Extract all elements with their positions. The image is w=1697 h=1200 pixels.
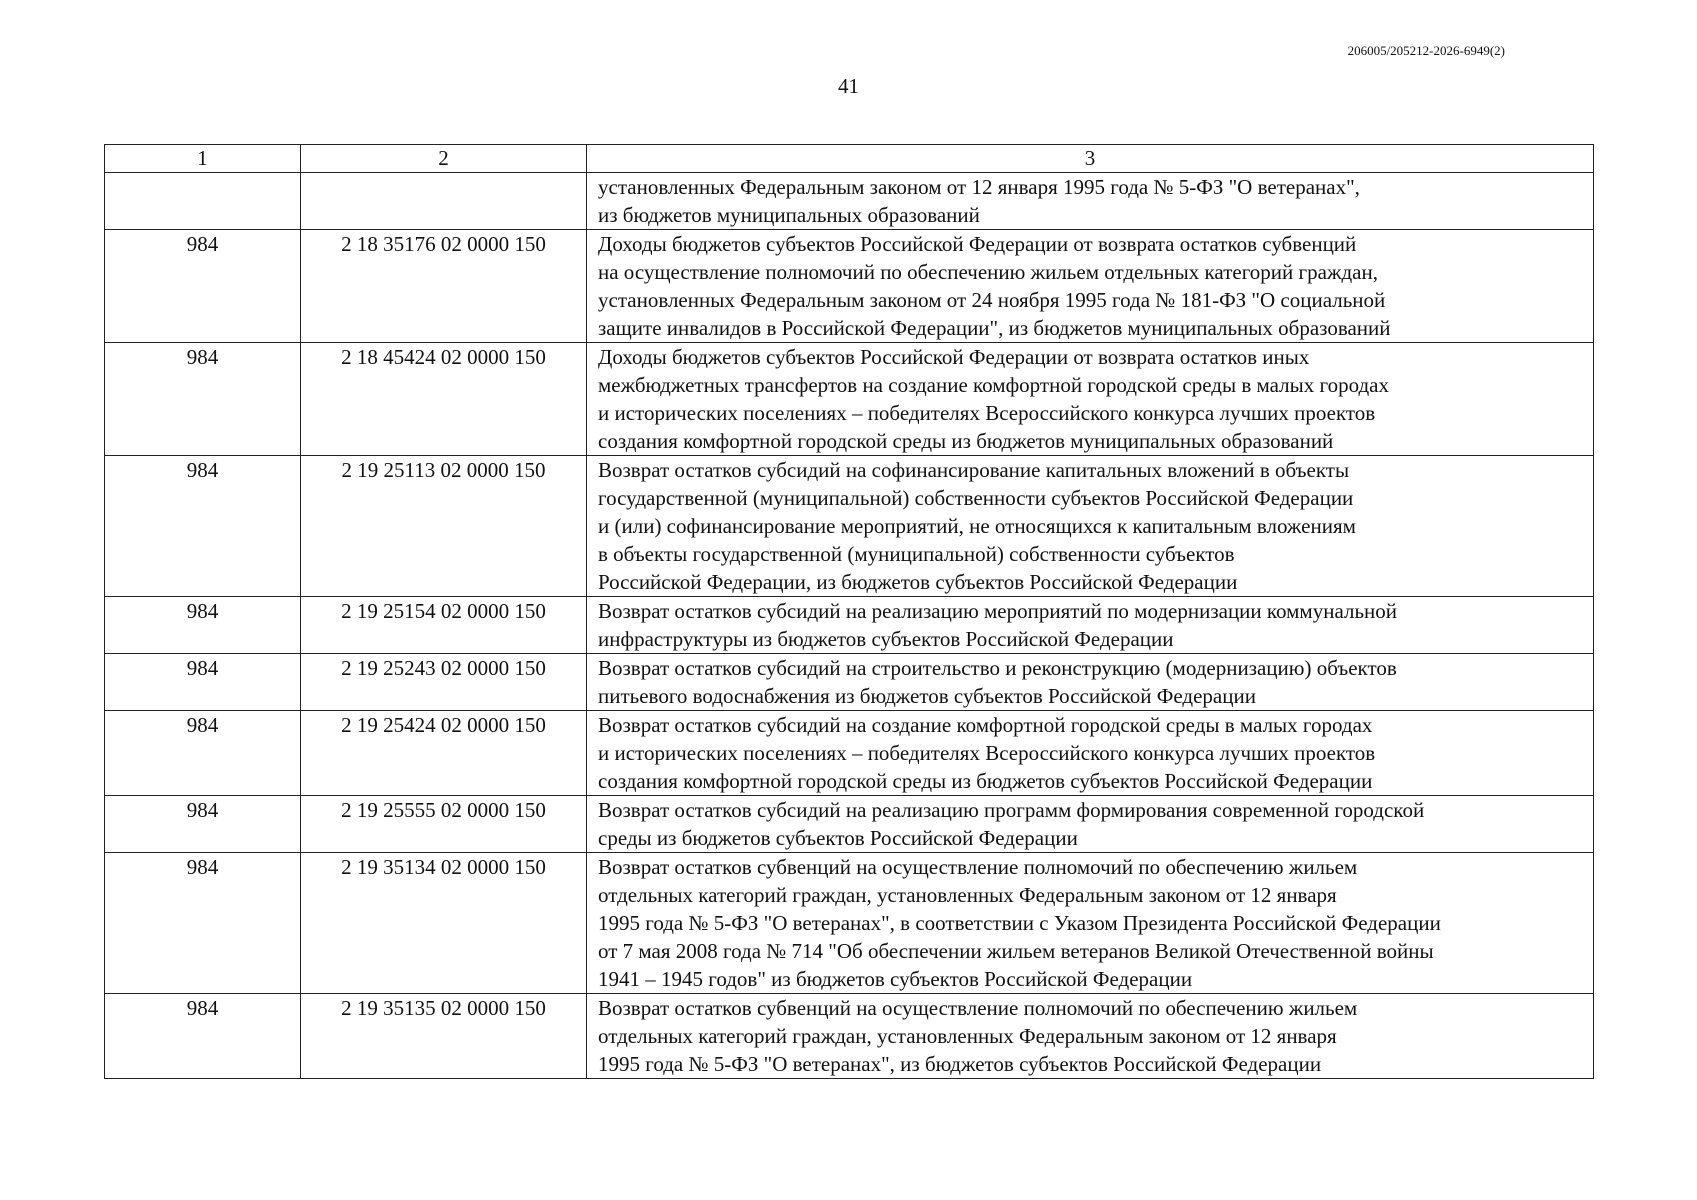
admin-code-cell: 984 [105,456,301,597]
description-cell: Доходы бюджетов субъектов Российской Федерации от возврата остатков субвенций на осуществление полномочий по обеспечению жильем отдельных категорий граждан, установленных Федеральным законом от 24 ноября 1995 года № 181-ФЗ "О социальной защите инвалидов в Российской Федерации", из бюджетов муниципальных образований [587,230,1594,343]
admin-code-cell: 984 [105,654,301,711]
column-header-3: 3 [587,145,1594,173]
budget-codes-table [104,144,1594,1079]
admin-code-cell: 984 [105,853,301,994]
table-row [105,456,1594,597]
admin-code-cell: 984 [105,994,301,1079]
budget-code-cell: 2 19 25424 02 0000 150 [301,711,587,796]
budget-code-cell: 2 19 25154 02 0000 150 [301,597,587,654]
budget-code-cell: 2 19 25243 02 0000 150 [301,654,587,711]
table-row [105,994,1594,1079]
admin-code-cell: 984 [105,711,301,796]
description-cell: Возврат остатков субсидий на реализацию программ формирования современной городской среды из бюджетов субъектов Российской Федерации [587,796,1594,853]
table-row [105,853,1594,994]
document-reference: 206005/205212-2026-6949(2) [1347,43,1505,58]
budget-code-cell: 2 19 35135 02 0000 150 [301,994,587,1079]
table-header-row [105,145,1594,173]
table-row [105,343,1594,456]
table-row [105,230,1594,343]
description-cell: Возврат остатков субсидий на софинансирование капитальных вложений в объекты государственной (муниципальной) собственности субъектов Российской Федерации и (или) софинансирование мероприятий, не относящихся к капитальным вложениям в объекты государственной (муниципальной) собственности субъектов Российской Федерации, из бюджетов субъектов Российской Федерации [587,456,1594,597]
description-cell: Доходы бюджетов субъектов Российской Федерации от возврата остатков иных межбюджетных трансфертов на создание комфортной городской среды в малых городах и исторических поселениях – победителях Всероссийского конкурса лучших проектов создания комфортной городской среды из бюджетов муниципальных образований [587,343,1594,456]
table-row [105,711,1594,796]
page-number: 41 [838,74,859,98]
budget-code-cell: 2 19 25555 02 0000 150 [301,796,587,853]
admin-code-cell: 984 [105,597,301,654]
budget-code-cell: 2 18 45424 02 0000 150 [301,343,587,456]
budget-code-cell: 2 19 35134 02 0000 150 [301,853,587,994]
description-cell: Возврат остатков субвенций на осуществление полномочий по обеспечению жильем отдельных категорий граждан, установленных Федеральным законом от 12 января 1995 года № 5-ФЗ "О ветеранах", в соответствии с Указом Президента Российской Федерации от 7 мая 2008 года № 714 "Об обеспечении жильем ветеранов Великой Отечественной войны 1941 – 1945 годов" из бюджетов субъектов Российской Федерации [587,853,1594,994]
column-header-1: 1 [105,145,301,173]
admin-code-cell: 984 [105,796,301,853]
column-header-2: 2 [301,145,587,173]
budget-code-cell: 2 18 35176 02 0000 150 [301,230,587,343]
description-cell: Возврат остатков субвенций на осуществление полномочий по обеспечению жильем отдельных категорий граждан, установленных Федеральным законом от 12 января 1995 года № 5-ФЗ "О ветеранах", из бюджетов субъектов Российской Федерации [587,994,1594,1079]
description-cell: Возврат остатков субсидий на строительство и реконструкцию (модернизацию) объектов питьевого водоснабжения из бюджетов субъектов Российской Федерации [587,654,1594,711]
table-row [105,654,1594,711]
table-row [105,173,1594,230]
admin-code-cell [105,173,301,230]
admin-code-cell: 984 [105,343,301,456]
description-cell: Возврат остатков субсидий на создание комфортной городской среды в малых городах и исторических поселениях – победителях Всероссийского конкурса лучших проектов создания комфортной городской среды из бюджетов субъектов Российской Федерации [587,711,1594,796]
budget-code-cell: 2 19 25113 02 0000 150 [301,456,587,597]
description-cell: Возврат остатков субсидий на реализацию мероприятий по модернизации коммунальной инфраструктуры из бюджетов субъектов Российской Федерации [587,597,1594,654]
table-row [105,796,1594,853]
budget-code-cell [301,173,587,230]
description-cell: установленных Федеральным законом от 12 января 1995 года № 5-ФЗ "О ветеранах", из бюджетов муниципальных образований [587,173,1594,230]
table-row [105,597,1594,654]
admin-code-cell: 984 [105,230,301,343]
